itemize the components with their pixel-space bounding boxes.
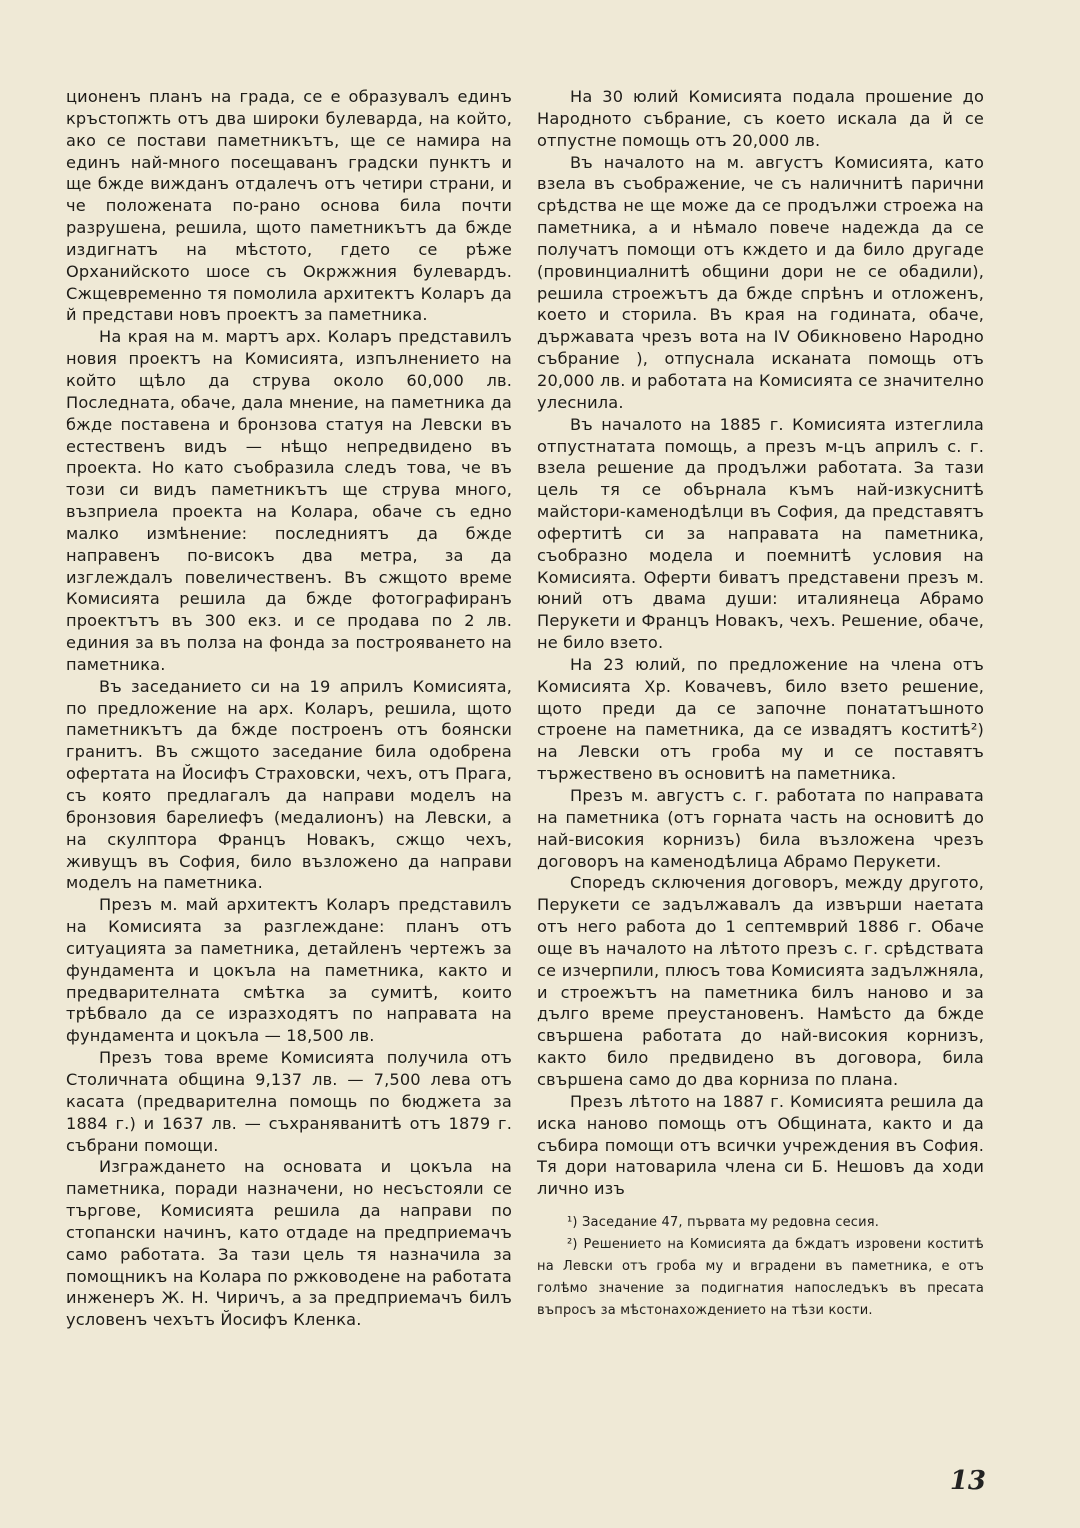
left-column	[66, 86, 512, 1331]
paragraph: Изграждането на основата и цокъла на паметника, поради назначени, но несъстояли се търгове, Комисията решила да направи по стопански начинъ, като отдаде на предприемачъ само работата. За тази цель тя назначила за помощникъ на Колара по ржководене на работата инженеръ Ж. Н. Чиричъ, а за предприемачъ билъ условенъ чехътъ Йосифъ Кленка.	[66, 1157, 512, 1330]
footnotes	[537, 1212, 984, 1322]
paragraph: Презъ м. май архитектъ Коларъ представилъ на Комисията за разглеждане: планъ отъ ситуацията за паметника, детайленъ чертежъ за фундамента и цокъла на паметника, както и предварителната смѣтка за сумитѣ, които трѣбвало да се изразходятъ по направата на фундамента и цокъла — 18,500 лв.	[66, 895, 512, 1046]
paragraph: Презъ това време Комисията получила отъ Столичната община 9,137 лв. — 7,500 лева отъ касата (предварителна помощь по бюджета за 1884 г.) и 1637 лв. — съхраняванитѣ отъ 1879 г. събрани помощи.	[66, 1048, 512, 1155]
page-number: 13	[949, 1466, 986, 1496]
paragraph: На 23 юлий, по предложение на члена отъ Комисията Хр. Ковачевъ, било взето решение, щото преди да се започне понататъшното строене на паметника, да се извадятъ коститѣ²) на Левски отъ гроба му и се поставятъ тържествено въ основитѣ на паметника.	[537, 654, 984, 784]
paragraph: Въ началото на м. августъ Комисията, като взела въ съображение, че съ наличнитѣ парични срѣдства не ще може да се продължи строежа на паметника, а и нѣмало повече надежда да се получатъ помощи отъ кждето и да било другаде (провинциалнитѣ общини дори не се обадили), решила строежътъ да бжде спрѣнъ и отложенъ, което и сторила. Въ края на годината, обаче, държавата чрезъ вота на IV Обикновено Народно събрание ), отпуснала исканата помощь отъ 20,000 лв. и работата на Комисията се значително улеснила.	[537, 152, 984, 412]
paragraph: Споредъ сключения договоръ, между другото, Перукети се задължавалъ да извърши наетата отъ него работа до 1 септемврий 1886 г. Обаче още въ началото на лѣтото презъ с. г. срѣдствата се изчерпили, плюсъ това Комисията задължняла, и строежътъ на паметника билъ наново и за дълго време преустановенъ. Намѣсто да бжде свършена работата до най-високия корнизъ, както било предвидено въ договора, била свършена само до два корниза по плана.	[537, 873, 984, 1089]
paragraph: циoненъ планъ на града, се е образувалъ единъ кръстопжть отъ два широки булеварда, на който, ако се постави паметникътъ, ще се намира на единъ най-много посещаванъ градски пунктъ и ще бжде вижданъ отдалечъ отъ четири страни, и че положената по-рано основа била почти разрушена, решила, щото паметникътъ да бжде издигнатъ на мѣстото, гдето се рѣже Орханийското шосе съ Окржжния булевардъ. Сжщевременно тя помолила архитектъ Коларъ да й представи новъ проектъ за паметника.	[66, 87, 512, 325]
paragraph: Презъ лѣтото на 1887 г. Комисията решила да иска наново помощь отъ Общината, както и да събира помощи отъ всички учреждения въ София. Тя дори натоварила члена си Б. Нешовъ да ходи лично изъ	[537, 1091, 984, 1199]
footnote: ¹) Заседание 47, първата му редовна сесия.	[567, 1215, 880, 1231]
paragraph: Въ заседанието си на 19 априлъ Комисията, по предложение на арх. Коларъ, решила, щото паметникътъ да бжде построенъ отъ боянски гранитъ. Въ сжщото заседание била одобрена офертата на Йосифъ Страховски, чехъ, отъ Прага, съ която предлагалъ да направи моделъ на бронзовия барелиефъ (медалионъ) на Левски, а на скулптора Францъ Новакъ, сжщо чехъ, живущъ въ София, било възложено да направи моделъ на паметника.	[66, 676, 512, 893]
paragraph: Въ началото на 1885 г. Комисията изтеглила отпустнатата помощь, а презъ м-цъ априлъ с. г. взела решение да продължи работата. За тази цель тя се обърнала къмъ най-изкуснитѣ майстори-каменодѣлци въ София, да представятъ офертитѣ си за направата на паметника, съобразно модела и поемнитѣ условия на Комисията. Оферти биватъ представени презъ м. юний отъ двама души: италиянеца Абрамо Перукети и Францъ Новакъ, чехъ. Решение, обаче, не било взето.	[537, 414, 984, 653]
footnote: ²) Решението на Комисията да бждатъ изровени коститѣ на Левски отъ гроба му и вградени въ паметника, е отъ голѣмо значение за подигнатия напоследъкъ въ пресата въпросъ за мѣстонахождението на тѣзи кости.	[537, 1237, 984, 1319]
paragraph: Презъ м. августъ с. г. работата по направата на паметника (отъ горната часть на основитѣ до най-високия корнизъ) била възложена чрезъ договоръ на каменодѣлица Абрамо Перукети.	[537, 786, 984, 871]
paragraph: На края на м. мартъ арх. Коларъ представилъ новия проектъ на Комисията, изпълнението на който щѣло да струва около 60,000 лв. Последната, обаче, дала мнение, на паметника да бжде поставена и бронзова статуя на Левски въ естественъ видъ — нѣщо непредвидено въ проекта. Но като съобразила следъ това, че въ този си видъ паметникътъ ще струва много, възприела проекта на Колара, обаче съ едно малко измѣнение: последниятъ да бжде направенъ по-високъ два метра, за да изглеждалъ повеличественъ. Въ сжщото време Комисията решила да бжде фотографиранъ проектътъ въ 300 екз. и се продава по 2 лв. единия за въ полза на фонда за построяването на паметника.	[66, 327, 512, 674]
right-column	[537, 86, 984, 1322]
paragraph: На 30 юлий Комисията подала прошение до Народното събрание, съ което искала да й се отпустне помощь отъ 20,000 лв.	[537, 87, 984, 150]
